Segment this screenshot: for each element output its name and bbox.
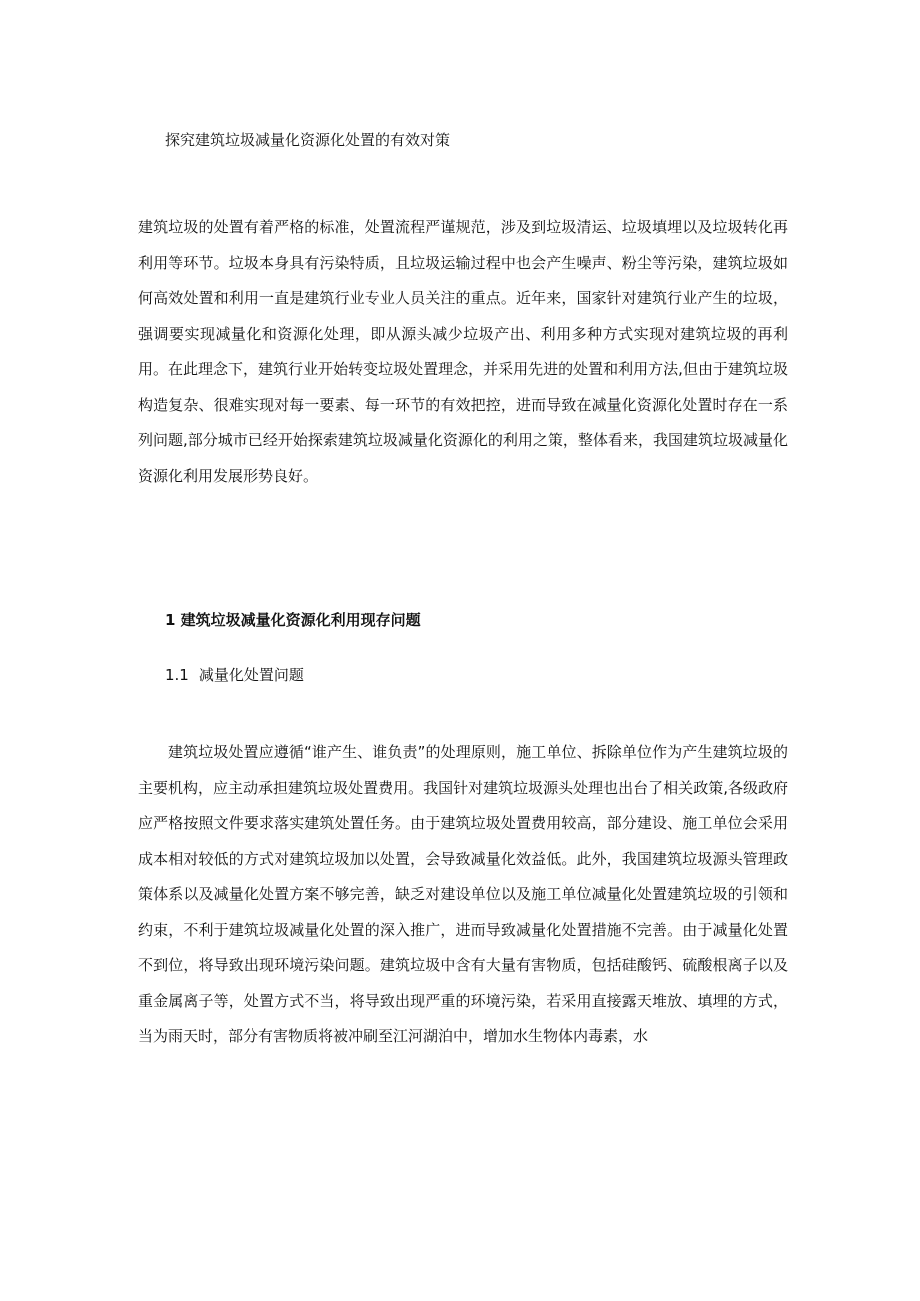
intro-paragraph: 建筑垃圾的处置有着严格的标准，处置流程严谨规范，涉及到垃圾清运、垃圾填埋以及垃圾转化再利用等环节。垃圾本身具有污染特质，且垃圾运输过程中也会产生噪声、粉尘等污染，建筑垃圾如何高效处置和利用一直是建筑行业专业人员关注的重点。近年来，国家针对建筑行业产生的垃圾，强调要实现减量化和资源化处理，即从源头减少垃圾产出、利用多种方式实现对建筑垃圾的再利用。在此理念下，建筑行业开始转变垃圾处置理念，并采用先进的处置和利用方法,但由于建筑垃圾构造复杂、很难实现对每一要素、每一环节的有效把控，进而导致在减量化资源化处置时存在一系列问题,部分城市已经开始探索建筑垃圾减量化资源化的利用之策，整体看来，我国建筑垃圾减量化资源化利用发展形势良好。: [138, 218, 788, 485]
document-title: 探究建筑垃圾减量化资源化处置的有效对策: [165, 131, 451, 149]
subsection-heading-1-1: [165, 663, 304, 687]
section-heading-1: 1 建筑垃圾减量化资源化利用现存问题: [165, 611, 421, 629]
subsection-paragraph: 建筑垃圾处置应遵循“谁产生、谁负责”的处理原则，施工单位、拆除单位作为产生建筑垃圾的主要机构，应主动承担建筑垃圾处置费用。我国针对建筑垃圾源头处理也出台了相关政策,各级政府应严格按照文件要求落实建筑处置任务。由于建筑垃圾处置费用较高，部分建设、施工单位会采用成本相对较低的方式对建筑垃圾加以处置，会导致减量化效益低。此外，我国建筑垃圾源头管理政策体系以及减量化处置方案不够完善，缺乏对建设单位以及施工单位减量化处置建筑垃圾的引领和约束，不利于建筑垃圾减量化处置的深入推广，进而导致减量化处置措施不完善。由于减量化处置不到位，将导致出现环境污染问题。建筑垃圾中含有大量有害物质，包括硅酸钙、硫酸根离子以及重金属离子等，处置方式不当，将导致出现严重的环境污染，若采用直接露天堆放、填埋的方式，当为雨天时，部分有害物质将被冲刷至江河湖泊中，增加水生物体内毒素，水: [138, 743, 788, 1045]
subsection-number: 1.1: [165, 666, 189, 684]
subsection-title: 减量化处置问题: [198, 666, 304, 684]
